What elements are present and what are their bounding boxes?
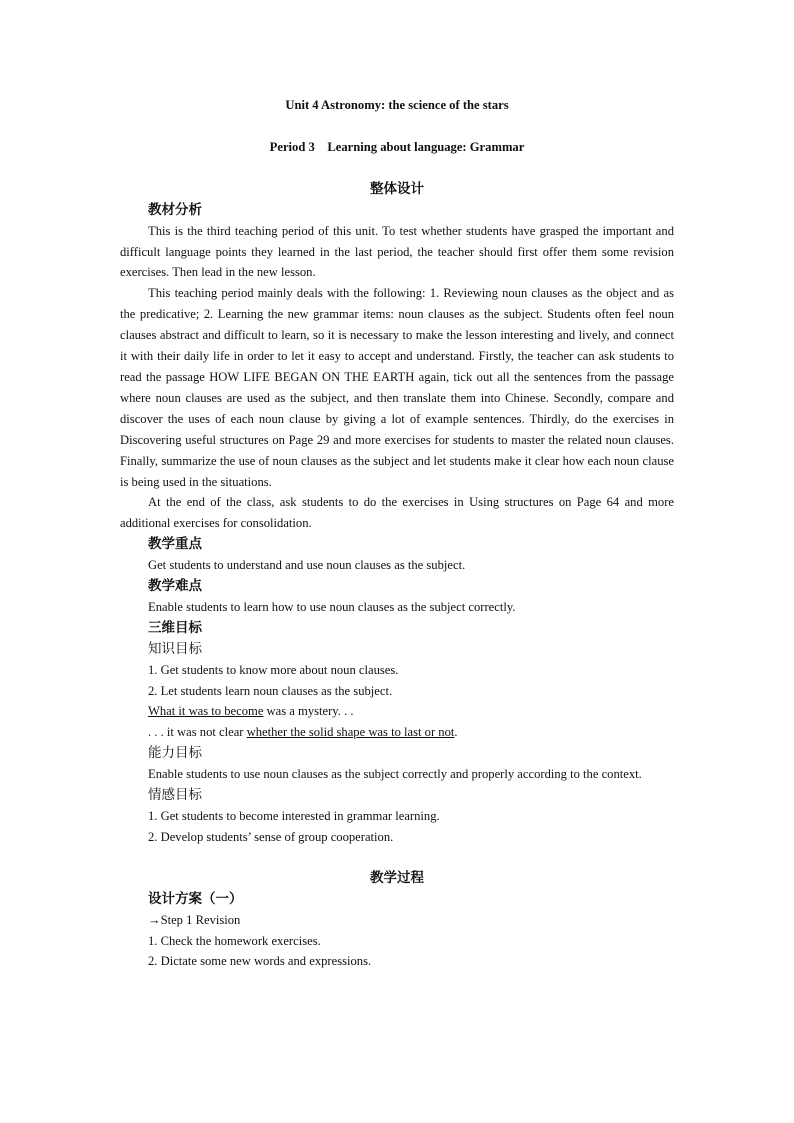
heading-emotion-objectives: 情感目标 — [148, 787, 202, 804]
example-sentence-1 — [120, 701, 674, 722]
example-2-end: . — [454, 725, 458, 740]
example-2-start: . . . it was not clear — [148, 725, 247, 740]
heading-objectives: 三维目标 — [148, 619, 202, 636]
knowledge-item-2: 2. Let students learn noun clauses as the subject. — [148, 683, 393, 698]
example-1-underlined-clause: What it was to become — [148, 704, 264, 719]
analysis-paragraph-3: At the end of the class, ask students to do the exercises in Using structures on Page 64 and more additional exercises for consolidation. — [120, 495, 674, 531]
example-1-rest: was a mystery. . . — [263, 704, 354, 719]
section-overall-design: 整体设计 — [370, 180, 424, 197]
knowledge-item-1: 1. Get students to know more about noun clauses. — [148, 662, 399, 677]
analysis-paragraph-1: This is the third teaching period of this unit. To test whether students have grasped the important and difficult language points they learned in the last period, the teacher should first offer them some revision exercises. Then lead in the new lesson. — [120, 223, 674, 280]
analysis-paragraph-2: This teaching period mainly deals with the following: 1. Reviewing noun clauses as the object and as the predicative; 2. Learning the new grammar items: noun clauses as the subject. Students often feel noun clauses abstract and difficult to learn, so it is necessary to make the lesson interesting and lively, and connect it with their daily life in order to let it easy to accept and understand. Firstly, the teacher can ask students to read the passage HOW LIFE BEGAN ON THE EARTH again, tick out all the sentences from the passage where noun clauses are used as the subject, and then translate them into Chinese. Secondly, compare and discover the uses of each noun clause by giving a lot of example sentences. Thirdly, do the exercises in Discovering useful structures on Page 29 and more exercises for students to master the related noun clauses. Finally, summarize the use of noun clauses as the subject and let students make it clear how each noun clause is being used in the situations. — [120, 286, 674, 489]
heading-difficult-points: 教学难点 — [148, 578, 202, 595]
document-page — [120, 92, 674, 972]
revision-item-2: 2. Dictate some new words and expressions. — [148, 954, 372, 969]
revision-item-1: 1. Check the homework exercises. — [148, 933, 321, 948]
heading-knowledge-objectives: 知识目标 — [148, 640, 202, 657]
spacer — [120, 848, 674, 868]
section-teaching-process: 教学过程 — [370, 869, 424, 886]
ability-objectives-text: Enable students to use noun clauses as the subject correctly and properly according to the context. — [148, 767, 642, 782]
heading-plan-one: 设计方案（一） — [148, 890, 243, 907]
emotion-item-1: 1. Get students to become interested in grammar learning. — [148, 809, 440, 823]
period-title: Period 3 Learning about language: Grammar — [269, 139, 525, 154]
heading-textbook-analysis: 教材分析 — [148, 201, 202, 218]
step-1-revision: →Step 1 Revision — [148, 912, 241, 927]
emotion-item-2: 2. Develop students’ sense of group cooperation. — [148, 829, 394, 844]
key-points-text: Get students to understand and use noun clauses as the subject. — [148, 558, 466, 573]
heading-ability-objectives: 能力目标 — [148, 745, 202, 762]
unit-title: Unit 4 Astronomy: the science of the stars — [285, 98, 509, 112]
example-2-underlined-clause: whether the solid shape was to last or not — [246, 725, 455, 740]
heading-key-points: 教学重点 — [148, 536, 202, 553]
example-sentence-2 — [120, 722, 674, 743]
difficult-points-text: Enable students to learn how to use noun clauses as the subject correctly. — [148, 599, 516, 614]
